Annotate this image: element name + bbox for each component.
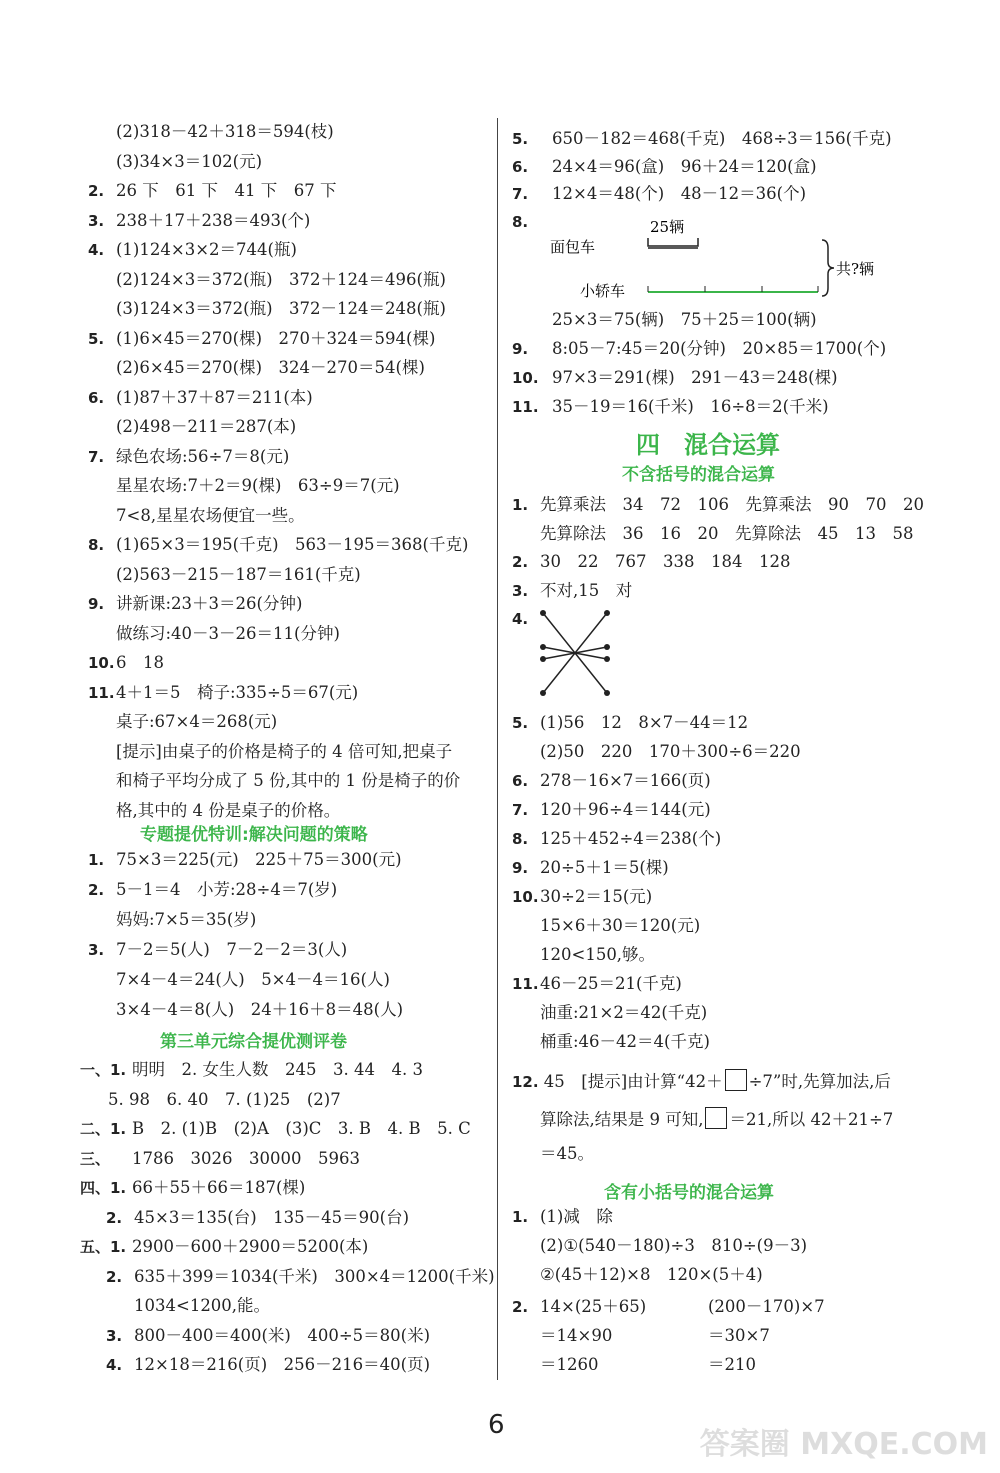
answer-line [512, 396, 829, 418]
answer-text: 油重:21×2＝42(千克) [540, 1003, 708, 1022]
diagram-total: 共?辆 [836, 260, 875, 278]
answer-line [512, 799, 711, 821]
chapter-title: 四 混合运算 [636, 431, 780, 459]
question-number: 6. [88, 388, 105, 407]
question-number: 4. [88, 241, 105, 259]
answer-text: 20÷5＋1＝5(棵) [540, 858, 669, 877]
answer-line [88, 711, 277, 733]
answer-text: 4＋1＝5 椅子:335÷5＝67(元) [116, 682, 359, 702]
question-number: 2. [512, 553, 529, 571]
answer-text: 12×18＝216(页) 256－216＝40(页) [134, 1355, 431, 1374]
question-number: 三、 [80, 1149, 111, 1168]
answer-text: (3)34×3＝102(元) [116, 151, 263, 171]
answer-text: (2)6×45＝270(棵) 324－270＝54(棵) [116, 358, 425, 377]
answer-text: 8:05－7:45＝20(分钟) 20×85＝1700(个) [552, 339, 887, 358]
answer-line [80, 1089, 341, 1111]
answer-line [106, 1295, 270, 1317]
answer-text: 35－19＝16(千米) 16÷8＝2(千米) [552, 397, 829, 416]
answer-text: 12×4＝48(个) 48－12＝36(个) [552, 184, 807, 203]
answer-line [106, 1266, 495, 1288]
answer-line [512, 1031, 710, 1053]
question-number: 8. [88, 536, 105, 554]
answer-line [512, 183, 806, 205]
question-number: 5. [512, 714, 529, 732]
question-number: 7. [88, 447, 105, 466]
answer-line [106, 1325, 430, 1347]
answer-text: 45×3＝135(台) 135－45＝90(台) [134, 1207, 410, 1227]
diagram-row1: 面包车 [550, 238, 596, 256]
question-number: 10. [512, 369, 539, 387]
answer-line [512, 712, 748, 734]
question-number: 3. [106, 1326, 123, 1345]
answer-line [88, 387, 313, 409]
diagram-top-label: 25辆 [650, 218, 685, 236]
question-number: 3. [88, 211, 105, 230]
question-number: 1. [88, 851, 105, 869]
answer-line [512, 494, 924, 516]
answer-line [106, 1207, 409, 1229]
answer-line [88, 210, 310, 232]
answer-text: ＝21,所以 42＋21÷7 [729, 1110, 894, 1129]
answer-line [512, 156, 817, 178]
answer-text: 120＋96÷4＝144(元) [540, 800, 711, 819]
answer-line [88, 770, 460, 792]
answer-text: (1)124×3×2＝744(瓶) [116, 240, 297, 259]
answer-line [512, 523, 913, 545]
answer-text: 算除法,结果是 9 可知, [540, 1110, 704, 1129]
question-number: 3. [88, 941, 105, 959]
question-number: 11. [512, 975, 539, 993]
answer-text: (1)减 除 [540, 1207, 613, 1226]
question-number: 11. [88, 683, 115, 702]
answer-text: 6 18 [116, 653, 164, 672]
answer-line [512, 741, 801, 763]
question-number: 8. [512, 830, 529, 848]
section-heading: 第三单元综合提优测评卷 [160, 1032, 347, 1052]
question-number: 1. [512, 1208, 529, 1226]
answer-line [88, 180, 336, 202]
answer-text: 125＋452÷4＝238(个) [540, 829, 722, 848]
calc-row: ＝1260 ＝210 [540, 1355, 756, 1374]
answer-line [512, 973, 682, 995]
answer-line [512, 857, 669, 879]
answer-line [88, 593, 302, 615]
answer-text: [提示]由桌子的价格是椅子的 4 倍可知,把桌子 [116, 741, 453, 761]
answer-text: 桌子:67×4＝268(元) [116, 712, 278, 731]
calc-row: ＝14×90 ＝30×7 [540, 1326, 770, 1345]
question-number: 6. [512, 772, 529, 790]
answer-text: 46－25＝21(千克) [540, 974, 682, 993]
answer-text: 7－2＝5(人) 7－2－2＝3(人) [116, 940, 348, 959]
question-number: 2. [88, 881, 105, 899]
answer-text: (2)①(540－180)÷3 810÷(9－3) [540, 1236, 808, 1255]
question-number: 6. [512, 157, 529, 176]
question-number: 4. [106, 1356, 123, 1374]
answer-line [88, 800, 340, 822]
diagram-row2: 小轿车 [580, 282, 626, 300]
answer-text: 格,其中的 4 份是桌子的价格。 [116, 800, 341, 820]
answer-text: 24×4＝96(盒) 96＋24＝120(盒) [552, 156, 817, 176]
answer-text: (1)6×45＝270(棵) 270＋324＝594(棵) [116, 328, 436, 348]
answer-line [88, 269, 446, 291]
question-number: 2. [106, 1208, 123, 1227]
answer-line [512, 367, 838, 389]
answer-text: 星星农场:7＋2＝9(棵) 63÷9＝7(元) [116, 476, 400, 495]
answer-text: 妈妈:7×5＝35(岁) [116, 910, 257, 929]
answer-line [512, 1002, 707, 1024]
question-number: 10. [512, 888, 539, 906]
answer-text: 5. 98 6. 40 7. (1)25 (2)7 [108, 1089, 341, 1109]
answer-line [512, 915, 700, 937]
answer-line [88, 939, 347, 961]
line-figure [535, 607, 615, 699]
answer-text: (3)124×3＝372(瓶) 372－124＝248(瓶) [116, 299, 446, 318]
page-number: 6 [488, 1410, 505, 1440]
answer-line [88, 682, 358, 704]
answer-text: (1)65×3＝195(千克) 563－195＝368(千克) [116, 535, 469, 554]
answer-text: 26 下 61 下 41 下 67 下 [116, 181, 337, 200]
answer-line [512, 338, 886, 360]
answer-text: 7<8,星星农场便宜一些。 [116, 505, 305, 525]
question-number: 5. [512, 130, 529, 148]
answer-text: ②(45＋12)×8 120×(5＋4) [540, 1265, 763, 1284]
answer-text: 5－1＝4 小芳:28÷4＝7(岁) [116, 880, 338, 899]
answer-text: 1786 3026 30000 5963 [132, 1148, 360, 1168]
blank-box [725, 1069, 747, 1091]
answer-line [80, 1148, 360, 1170]
answer-line [512, 944, 655, 966]
answer-text: 97×3＝291(棵) 291－43＝248(棵) [552, 368, 838, 387]
answer-text: 650－182＝468(千克) 468÷3＝156(千克) [552, 129, 892, 148]
answer-line [512, 1206, 613, 1228]
answer-line [88, 741, 452, 763]
question-number: 8. [512, 212, 529, 231]
answer-line [88, 623, 340, 645]
answer-text: (1)87＋37＋87＝211(本) [116, 387, 313, 407]
answer-text: 2900－600＋2900＝5200(本) [132, 1237, 369, 1256]
question-number: 一、1. [80, 1061, 127, 1079]
answer-text: 7×4－4＝24(人) 5×4－4＝16(人) [116, 970, 390, 989]
answer-text: 先算乘法 34 72 106 先算乘法 90 70 20 [540, 495, 924, 514]
question-number: 2. [106, 1267, 123, 1286]
answer-line [88, 357, 425, 379]
answer-line [80, 1118, 471, 1140]
answer-text: 先算除法 36 16 20 先算除法 45 13 58 [540, 523, 914, 543]
answer-line [512, 1235, 807, 1257]
section-heading: 含有小括号的混合运算 [604, 1183, 774, 1203]
answer-line [88, 534, 468, 556]
answer-line [512, 1264, 763, 1286]
answer-line [512, 309, 817, 331]
answer-text: (1)56 12 8×7－44＝12 [540, 713, 749, 732]
answer-text: ＝45。 [540, 1144, 594, 1163]
answer-line [88, 849, 402, 871]
answer-line [88, 652, 164, 674]
answer-text: 238＋17＋238＝493(个) [116, 210, 311, 230]
answer-line [88, 505, 305, 527]
answer-text: (2)318－42＋318＝594(枝) [116, 122, 334, 141]
answer-text: 45 [提示]由计算“42＋ [543, 1072, 723, 1091]
calc-row: 2. 14×(25＋65) (200－170)×7 [512, 1297, 825, 1316]
answer-line [88, 151, 262, 173]
answer-line [512, 1069, 891, 1093]
answer-line [88, 298, 446, 320]
question-number: 3. [512, 581, 529, 600]
answer-text: 800－400＝400(米) 400÷5＝80(米) [134, 1325, 431, 1345]
brace-total [822, 240, 834, 296]
question-number: 7. [512, 801, 529, 819]
answer-text: 25×3＝75(辆) 75＋25＝100(辆) [552, 310, 817, 329]
answer-line [88, 475, 400, 497]
answer-line [540, 1107, 893, 1131]
question-number: 1. [512, 496, 529, 514]
answer-text: ÷7”时,先算加法,后 [748, 1072, 891, 1091]
question-number: 2. [88, 182, 105, 200]
answer-text: 120<150,够。 [540, 945, 656, 964]
answer-line [88, 121, 334, 143]
question-number: 11. [512, 398, 539, 416]
blank-box [705, 1107, 727, 1129]
answer-text: 75×3＝225(元) 225＋75＝300(元) [116, 850, 402, 869]
answer-text: (2)563－215－187＝161(千克) [116, 564, 361, 584]
answer-text: 12. [512, 1073, 544, 1091]
answer-line [88, 999, 403, 1021]
answer-line [540, 1143, 594, 1165]
answer-text: (2)498－211＝287(本) [116, 417, 297, 436]
answer-line [88, 969, 390, 991]
section-heading: 专题提优特训:解决问题的策略 [140, 825, 368, 845]
answer-line [88, 446, 289, 468]
watermark: 答案圈 MXQE.COM [699, 1427, 988, 1462]
section-heading: 不含括号的混合运算 [622, 465, 775, 485]
answer-text: 30÷2＝15(元) [540, 887, 653, 906]
answer-line [512, 580, 632, 602]
answer-line [80, 1059, 423, 1081]
question-number: 二、1. [80, 1120, 127, 1138]
answer-text: 做练习:40－3－26＝11(分钟) [116, 623, 340, 643]
answer-text: 明明 2. 女生人数 245 3. 44 4. 3 [132, 1060, 423, 1079]
question-number: 7. [512, 185, 529, 203]
question-number: 9. [512, 340, 529, 358]
bar-diagram [540, 210, 900, 310]
question-number: 五、1. [80, 1238, 127, 1256]
answer-text: 和椅子平均分成了 5 份,其中的 1 份是椅子的价 [116, 771, 461, 790]
question-number: 10. [88, 654, 115, 672]
answer-text: 66＋55＋66＝187(棵) [132, 1178, 306, 1197]
answer-line [512, 551, 790, 573]
answer-line [88, 879, 337, 901]
answer-line [512, 770, 711, 792]
answer-text: (2)124×3＝372(瓶) 372＋124＝496(瓶) [116, 269, 446, 289]
answer-text: 15×6＋30＝120(元) [540, 916, 701, 935]
answer-line [88, 909, 256, 931]
answer-line [88, 416, 296, 438]
bracket-top [648, 238, 698, 246]
answer-text: 绿色农场:56÷7＝8(元) [116, 446, 290, 466]
answer-text: 278－16×7＝166(页) [540, 771, 711, 790]
answer-text: 30 22 767 338 184 128 [540, 552, 791, 571]
column-divider [497, 118, 498, 1380]
question-number: 5. [88, 329, 105, 348]
question-number: 9. [88, 595, 105, 613]
answer-text: 1034<1200,能。 [134, 1296, 271, 1315]
answer-text: 不对,15 对 [540, 580, 633, 600]
answer-line [80, 1236, 368, 1258]
answer-text: (2)50 220 170＋300÷6＝220 [540, 742, 801, 761]
answer-line [80, 1177, 305, 1199]
answer-line [512, 886, 652, 908]
question-number: 4. [512, 610, 529, 628]
answer-line [88, 328, 435, 350]
answer-line [106, 1354, 430, 1376]
answer-text: B 2. (1)B (2)A (3)C 3. B 4. B 5. C [132, 1119, 471, 1138]
answer-text: 3×4－4＝8(人) 24＋16＋8＝48(人) [116, 1000, 404, 1019]
answer-text: 讲新课:23＋3＝26(分钟) [116, 594, 303, 613]
answer-line [512, 828, 721, 850]
answer-text: 桶重:46－42＝4(千克) [540, 1032, 710, 1051]
answer-text: 635＋399＝1034(千米) 300×4＝1200(千米) [134, 1266, 495, 1286]
question-number: 9. [512, 859, 529, 877]
question-number: 四、1. [80, 1179, 127, 1197]
answer-line [88, 564, 361, 586]
answer-line [88, 239, 297, 261]
answer-line [512, 128, 892, 150]
